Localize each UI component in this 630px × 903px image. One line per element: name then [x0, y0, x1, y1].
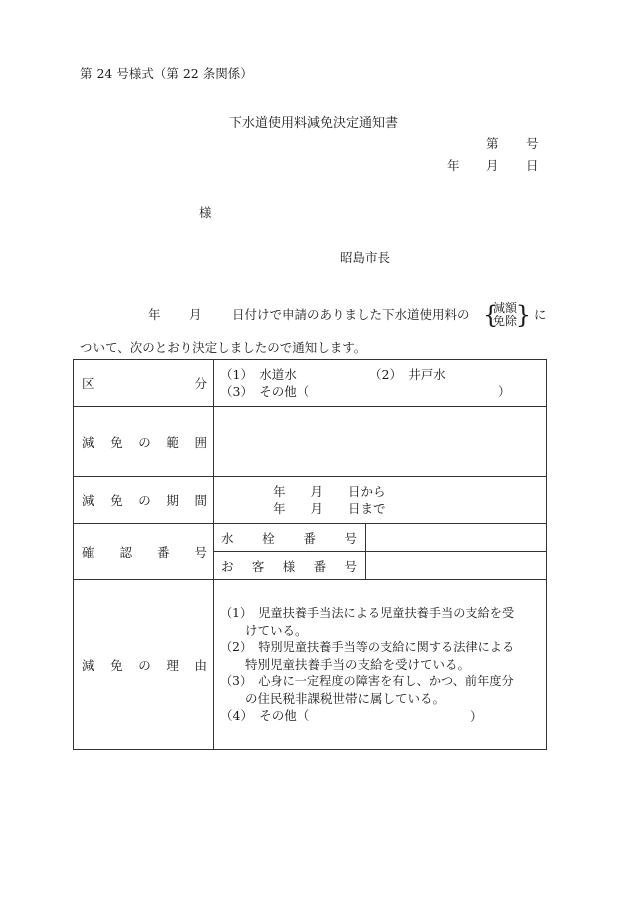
- scope-label-char: 免: [110, 434, 123, 450]
- category-label-cell: [74, 360, 214, 407]
- reason-item: （3） 心身に一定程度の障害を有し、かつ、前年度分: [220, 674, 514, 688]
- period-label-char: 間: [194, 493, 207, 508]
- customer-label-char: 番: [313, 558, 327, 574]
- reason-label-char: 減: [82, 657, 95, 673]
- body-year: 年: [148, 307, 161, 322]
- date-month-label: 月: [486, 158, 499, 173]
- scope-label-char: の: [138, 434, 151, 450]
- customer-label-char: お: [221, 558, 234, 574]
- body-text-1: 日付けで申請のありました下水道使用料の: [232, 307, 470, 322]
- reason-label-char: 理: [166, 657, 179, 673]
- reason-label-cell: [74, 580, 214, 750]
- date-year-label: 年: [447, 158, 460, 173]
- reason-value-cell: [214, 580, 547, 750]
- issuer-name: 昭島市長: [340, 250, 391, 265]
- reason-item: けている。: [220, 623, 308, 638]
- form-number: 第 24 号様式（第 22 条関係）: [80, 66, 253, 81]
- category-value-cell: [214, 360, 547, 407]
- choice-exemption: 免除: [493, 314, 518, 328]
- category-option-tap-water: （1） 水道水: [220, 367, 297, 382]
- reason-label-char: 由: [194, 657, 207, 673]
- customer-number-value-cell: [366, 552, 547, 580]
- reason-item: （2） 特別児童扶養手当等の支給に関する法律による: [220, 640, 515, 654]
- row-scope: [74, 407, 547, 477]
- reason-label-char: の: [138, 657, 151, 673]
- row-confirm-hydrant: [74, 524, 547, 552]
- recipient-honorific: 様: [199, 205, 212, 220]
- customer-label-char: 客: [251, 558, 265, 574]
- hydrant-label-char: 水: [221, 530, 234, 546]
- confirm-label-char: 認: [119, 544, 132, 560]
- scope-label-cell: [74, 407, 214, 477]
- document-title: 下水道使用料減免決定通知書: [229, 116, 399, 131]
- body-text-3: ついて、次のとおり決定しましたので通知します。: [80, 340, 367, 355]
- category-option-other: （3） その他（: [220, 384, 310, 399]
- reason-item: 特別児童扶養手当の支給を受けている。: [220, 657, 471, 672]
- hydrant-number-value-cell: [366, 524, 547, 552]
- customer-number-label-cell: [214, 552, 366, 580]
- reason-item: の住民税非課税世帯に属している。: [220, 691, 446, 706]
- customer-label-char: 号: [344, 558, 357, 574]
- right-brace-icon: }: [515, 301, 531, 329]
- confirm-label-char: 番: [156, 544, 170, 560]
- period-label-char: 減: [82, 493, 95, 508]
- reason-item-other: （4） その他（: [220, 708, 310, 723]
- confirm-label-cell: [74, 524, 214, 580]
- body-month: 月: [189, 307, 202, 322]
- reason-other-close: ）: [470, 709, 483, 724]
- period-label-char: 期: [166, 493, 179, 508]
- customer-label-char: 様: [282, 558, 296, 574]
- period-value-cell: [214, 477, 547, 524]
- scope-label-char: 囲: [194, 434, 207, 450]
- scope-value-cell: [214, 407, 547, 477]
- hydrant-number-label-cell: [214, 524, 366, 552]
- period-label-char: 免: [110, 493, 123, 508]
- choice-reduction: 減額: [493, 301, 518, 315]
- left-brace-icon: {: [483, 301, 499, 329]
- body-text-2: に: [534, 307, 547, 322]
- reason-label-char: 免: [110, 657, 123, 673]
- confirm-label-char: 確: [82, 544, 95, 560]
- hydrant-label-char: 番: [303, 530, 316, 546]
- period-label-char: の: [138, 493, 151, 508]
- period-label-cell: [74, 477, 214, 524]
- reduction-table: [73, 359, 547, 750]
- reason-item: （1） 児童扶養手当法による児童扶養手当の支給を受: [220, 606, 515, 620]
- hydrant-label-char: 栓: [262, 530, 275, 546]
- scope-label-char: 範: [166, 434, 179, 450]
- number-label-suffix: 号: [526, 136, 539, 151]
- hydrant-label-char: 号: [344, 530, 357, 546]
- number-label-prefix: 第: [486, 136, 499, 151]
- category-label-a: 区: [82, 376, 95, 391]
- scope-label-char: 減: [82, 434, 95, 450]
- row-category: [74, 360, 547, 407]
- category-other-close: ）: [498, 384, 511, 399]
- confirm-label-char: 号: [194, 544, 207, 560]
- period-to: 年 月 日まで: [273, 501, 386, 516]
- category-label-b: 分: [194, 376, 207, 391]
- date-day-label: 日: [526, 158, 539, 173]
- reduction-choice: [483, 301, 531, 329]
- period-from: 年 月 日から: [273, 484, 386, 499]
- row-reason: [74, 580, 547, 750]
- category-option-well-water: （2） 井戸水: [369, 367, 446, 382]
- row-period: [74, 477, 547, 524]
